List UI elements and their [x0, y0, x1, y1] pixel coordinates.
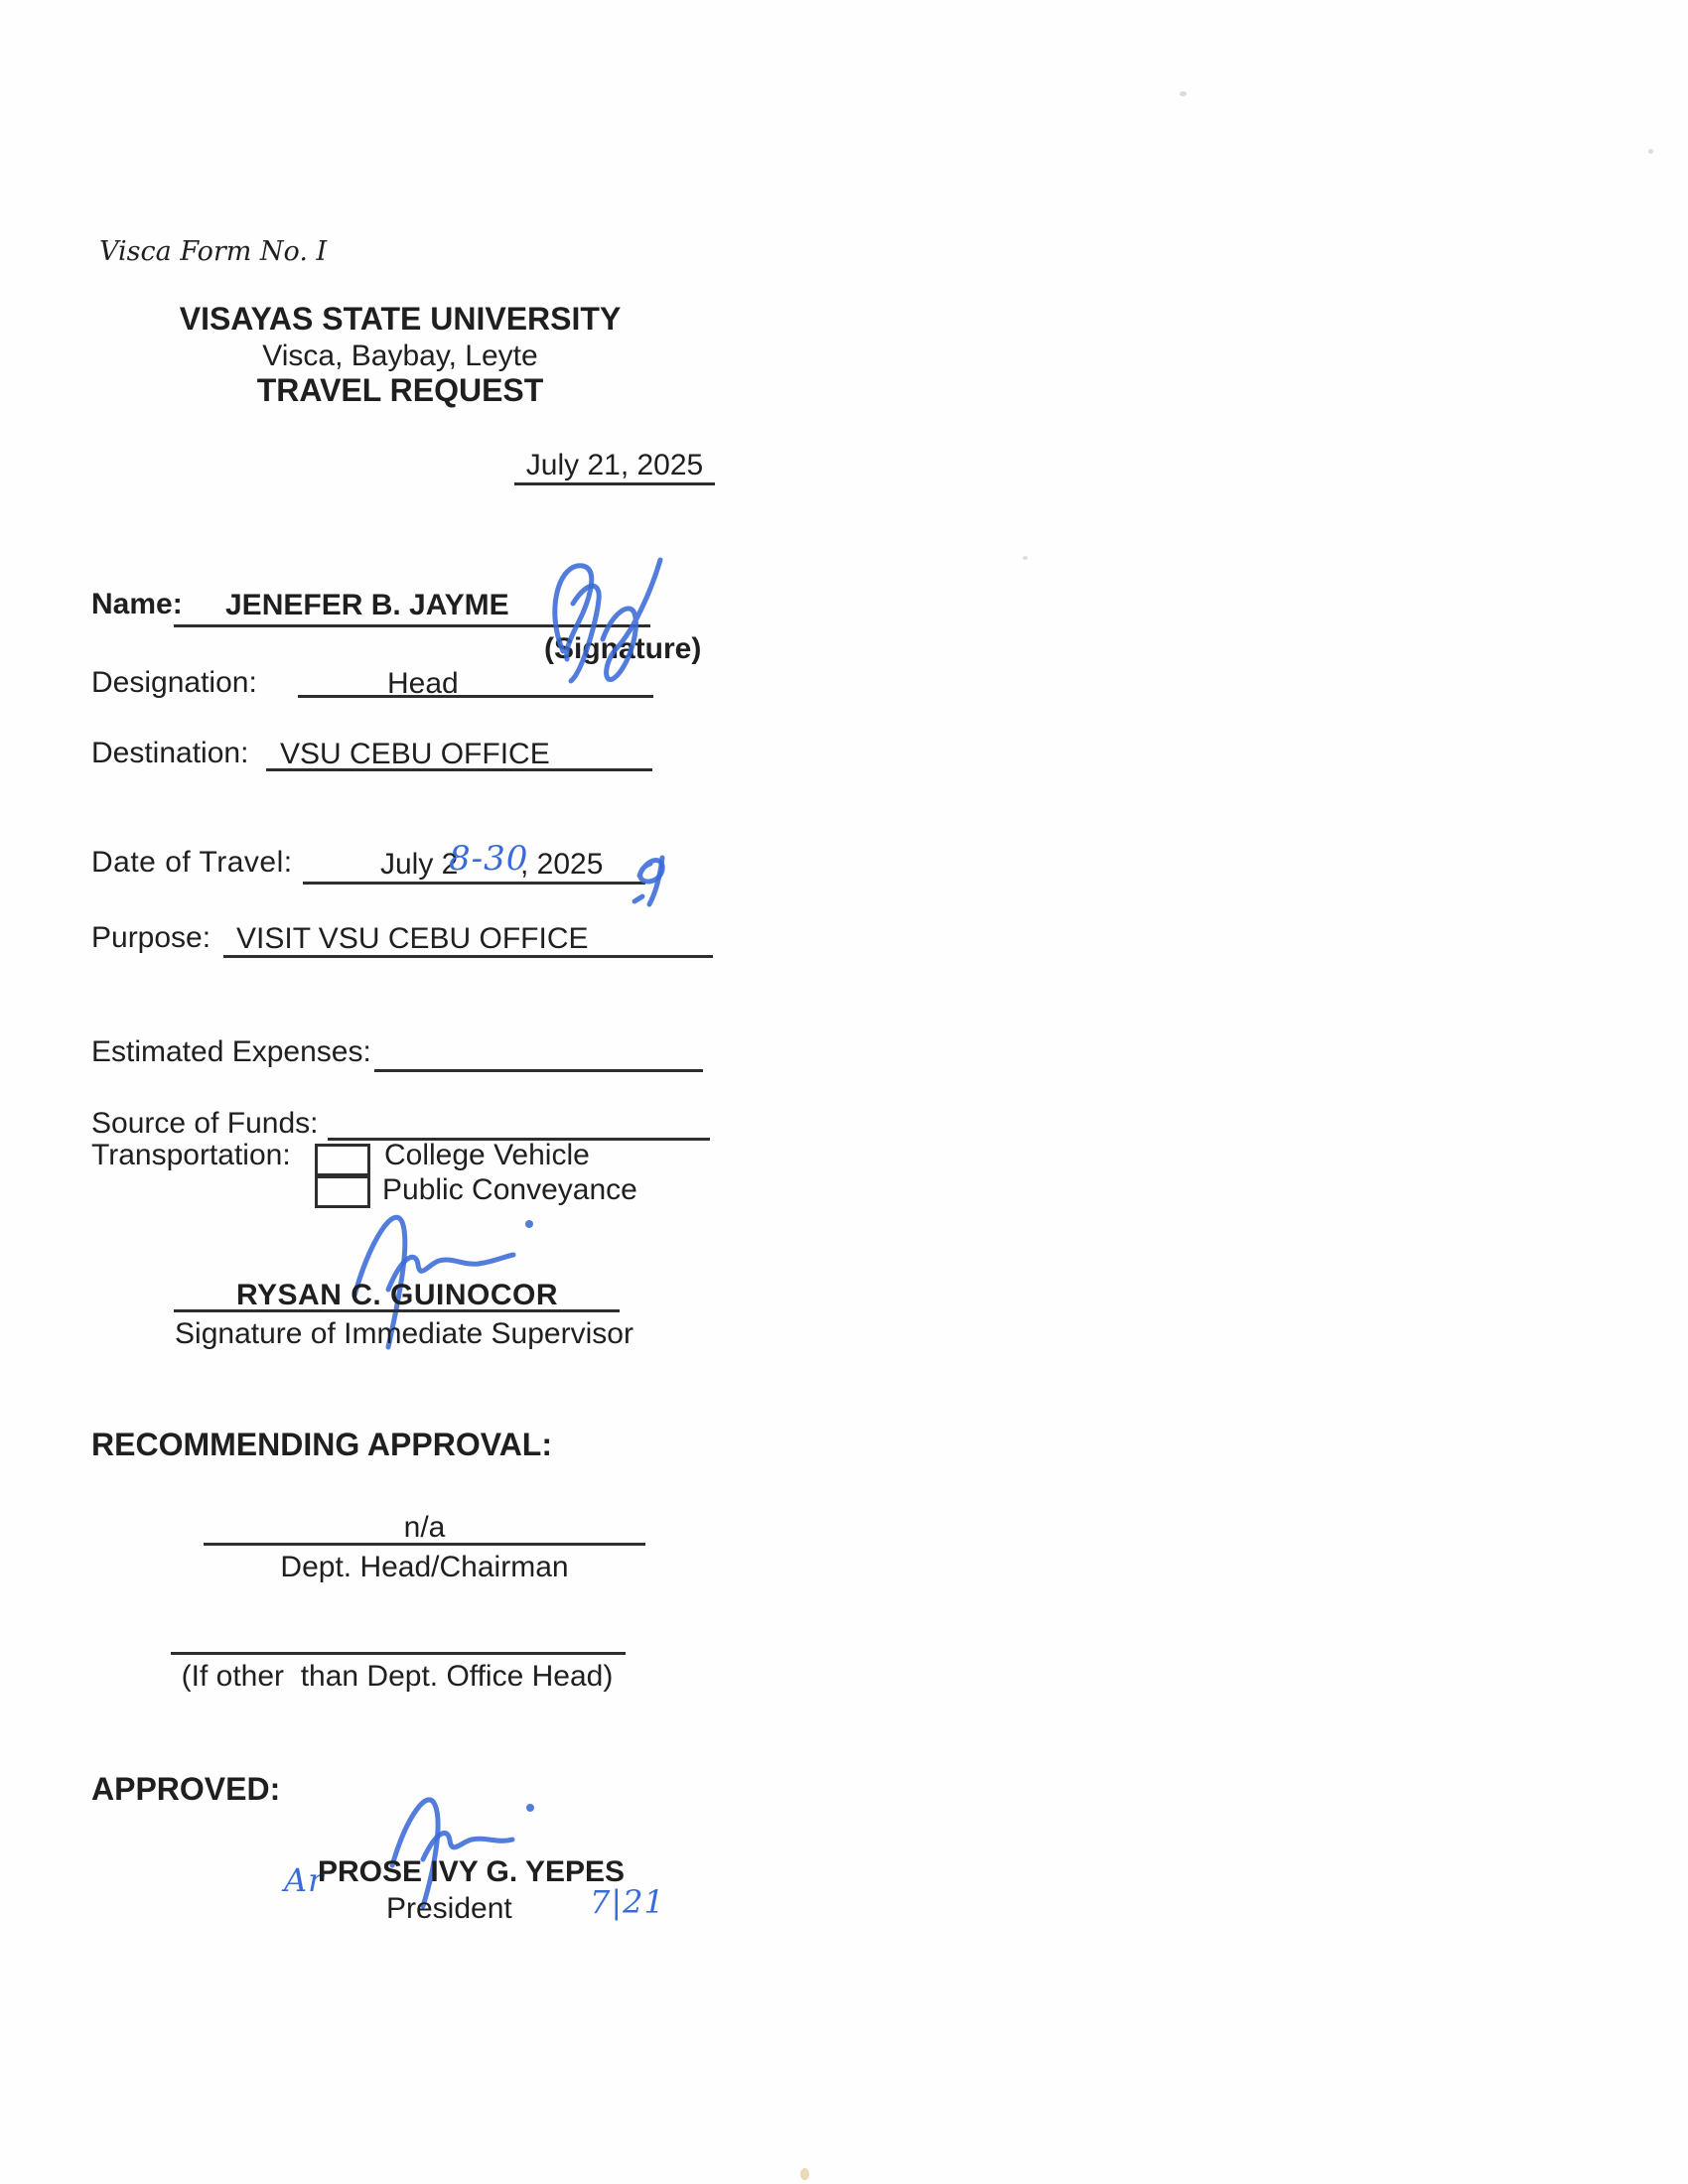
- scan-speck: [1023, 556, 1028, 560]
- estimated-expenses-label: Estimated Expenses:: [91, 1035, 371, 1068]
- scan-speck: [800, 2168, 809, 2180]
- transportation-option-public-conveyance: Public Conveyance: [382, 1173, 637, 1206]
- travel-date-label: Date of Travel:: [91, 846, 293, 879]
- name-value: JENEFER B. JAYME: [225, 589, 509, 621]
- approval-date-note-ink: 7|21: [590, 1883, 665, 1921]
- recommending-approval-heading: RECOMMENDING APPROVAL:: [91, 1427, 552, 1462]
- form-number: Visca Form No. I: [99, 236, 328, 267]
- purpose-label: Purpose:: [91, 921, 211, 954]
- purpose-value: VISIT VSU CEBU OFFICE: [236, 922, 589, 955]
- alternate-approver-caption: (If other than Dept. Office Head): [181, 1660, 614, 1693]
- president-title: President: [386, 1892, 512, 1925]
- signature-caption: (Signature): [544, 632, 702, 665]
- source-of-funds-label: Source of Funds:: [91, 1107, 319, 1140]
- checkbox-college-vehicle[interactable]: [315, 1144, 370, 1176]
- transportation-label: Transportation:: [91, 1139, 291, 1171]
- travel-date-handwritten: 8-30: [449, 839, 529, 879]
- university-address: Visca, Baybay, Leyte: [262, 340, 538, 372]
- approved-heading: APPROVED:: [91, 1771, 281, 1807]
- alternate-approver-line[interactable]: [171, 1652, 626, 1655]
- designation-label: Designation:: [91, 666, 257, 699]
- designation-value: Head: [387, 667, 459, 700]
- form-title: TRAVEL REQUEST: [256, 372, 544, 408]
- dept-head-caption: Dept. Head/Chairman: [280, 1551, 569, 1583]
- destination-label: Destination:: [91, 737, 249, 769]
- destination-line: [266, 768, 652, 771]
- request-date-line: [514, 482, 715, 485]
- requester-signature-ink: [541, 552, 680, 686]
- travel-date-prefix: July 2: [380, 848, 459, 881]
- university-name: VISAYAS STATE UNIVERSITY: [179, 301, 622, 337]
- travel-date-initial-ink: [630, 852, 675, 911]
- request-date: July 21, 2025: [525, 449, 704, 481]
- supervisor-name: RYSAN C. GUINOCOR: [235, 1279, 559, 1311]
- recommending-value: n/a: [403, 1511, 446, 1544]
- president-name: PROSE IVY G. YEPES: [318, 1855, 626, 1888]
- supervisor-caption: Signature of Immediate Supervisor: [175, 1317, 633, 1350]
- travel-date-suffix: , 2025: [520, 848, 604, 881]
- scan-speck: [1180, 91, 1187, 96]
- approval-annotation-ink: Ar: [284, 1861, 325, 1899]
- supervisor-line: [174, 1309, 620, 1312]
- purpose-line: [223, 955, 713, 958]
- recommending-line: [204, 1543, 645, 1546]
- designation-line: [298, 695, 653, 698]
- transportation-option-college-vehicle: College Vehicle: [384, 1139, 590, 1171]
- destination-value: VSU CEBU OFFICE: [280, 738, 550, 770]
- name-label: Name:: [91, 588, 183, 620]
- estimated-expenses-line[interactable]: [374, 1069, 703, 1072]
- scan-speck: [1648, 149, 1653, 154]
